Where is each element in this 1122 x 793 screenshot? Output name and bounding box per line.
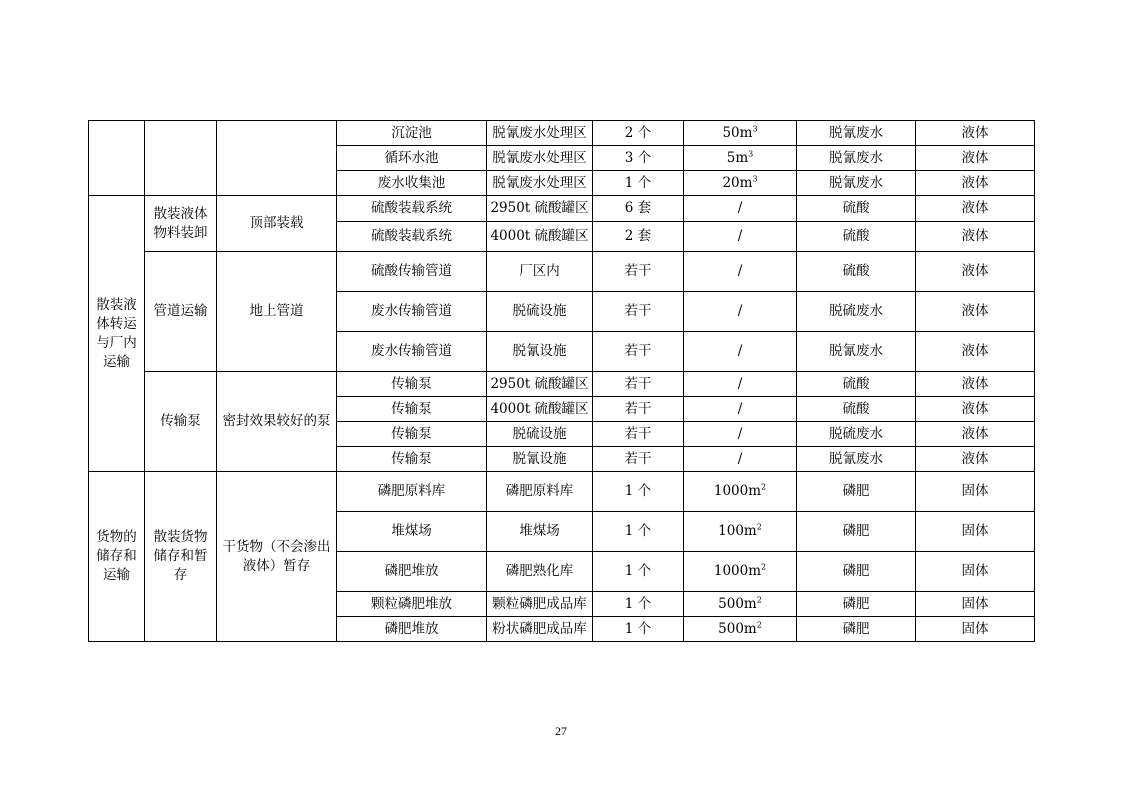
- empty-method-cell: [217, 121, 337, 196]
- location-cell: 2950t 硫酸罐区: [487, 196, 593, 222]
- capacity-cell: [684, 372, 797, 397]
- name-cell: 传输泵: [337, 372, 487, 397]
- material-cell: 脱氰废水: [797, 171, 916, 196]
- capacity-value: 1000m: [713, 563, 762, 579]
- qty-cell: 若干: [593, 447, 684, 472]
- capacity-value: 20m: [722, 174, 753, 191]
- location-cell: 堆煤场: [487, 512, 593, 552]
- material-cell: 硫酸: [797, 252, 916, 292]
- name-cell: 硫酸传输管道: [337, 252, 487, 292]
- state-cell: 固体: [916, 592, 1035, 617]
- capacity-cell: [684, 617, 797, 642]
- location-cell: 磷肥原料库: [487, 472, 593, 512]
- material-cell: 磷肥: [797, 617, 916, 642]
- capacity-unit-exponent: 3: [752, 124, 758, 133]
- state-cell: 固体: [916, 472, 1035, 512]
- capacity-value: /: [737, 263, 743, 279]
- capacity-cell: [684, 121, 797, 146]
- group-cell: 管道运输: [145, 252, 217, 372]
- category-cell: 散装液体转运与厂内运输: [89, 196, 145, 472]
- qty-cell: 若干: [593, 292, 684, 332]
- location-cell: 脱硫设施: [487, 422, 593, 447]
- capacity-unit-exponent: 2: [761, 482, 767, 492]
- table-row: [89, 196, 1035, 222]
- capacity-cell: [684, 472, 797, 512]
- capacity-value: 1000m: [713, 483, 762, 499]
- state-cell: 液体: [916, 292, 1035, 332]
- capacity-value: /: [737, 400, 743, 417]
- capacity-value: /: [737, 425, 743, 442]
- material-cell: 硫酸: [797, 196, 916, 222]
- state-cell: 液体: [916, 222, 1035, 252]
- state-cell: 液体: [916, 372, 1035, 397]
- capacity-cell: [684, 592, 797, 617]
- capacity-cell: [684, 447, 797, 472]
- qty-cell: 1 个: [593, 472, 684, 512]
- location-cell: 粉状磷肥成品库: [487, 617, 593, 642]
- material-cell: 脱氰废水: [797, 121, 916, 146]
- qty-cell: 1 个: [593, 512, 684, 552]
- state-cell: 液体: [916, 447, 1035, 472]
- capacity-unit-exponent: 3: [752, 174, 758, 183]
- qty-cell: 若干: [593, 252, 684, 292]
- page-number: 27: [555, 724, 567, 738]
- state-cell: 固体: [916, 552, 1035, 592]
- capacity-cell: [684, 171, 797, 196]
- material-cell: 磷肥: [797, 512, 916, 552]
- material-cell: 脱氰废水: [797, 447, 916, 472]
- state-cell: 液体: [916, 196, 1035, 222]
- name-cell: 废水收集池: [337, 171, 487, 196]
- qty-cell: 若干: [593, 372, 684, 397]
- capacity-cell: [684, 196, 797, 222]
- qty-cell: 3 个: [593, 146, 684, 171]
- capacity-value: /: [737, 450, 743, 467]
- capacity-cell: [684, 292, 797, 332]
- material-cell: 磷肥: [797, 552, 916, 592]
- location-cell: 2950t 硫酸罐区: [487, 372, 593, 397]
- state-cell: 液体: [916, 422, 1035, 447]
- state-cell: 固体: [916, 617, 1035, 642]
- state-cell: 液体: [916, 146, 1035, 171]
- empty-category-cell: [89, 121, 145, 196]
- capacity-cell: [684, 512, 797, 552]
- location-cell: 厂区内: [487, 252, 593, 292]
- empty-group-cell: [145, 121, 217, 196]
- material-cell: 磷肥: [797, 592, 916, 617]
- method-cell: 顶部装载: [217, 196, 337, 252]
- name-cell: 磷肥堆放: [337, 552, 487, 592]
- material-cell: 脱氰废水: [797, 332, 916, 372]
- capacity-value: 50m: [722, 124, 753, 141]
- capacity-cell: [684, 222, 797, 252]
- location-cell: 脱氰废水处理区: [487, 121, 593, 146]
- name-cell: 循环水池: [337, 146, 487, 171]
- qty-cell: 6 套: [593, 196, 684, 222]
- location-cell: 脱氰设施: [487, 447, 593, 472]
- state-cell: 液体: [916, 171, 1035, 196]
- group-cell: 散装液体物料装卸: [145, 196, 217, 252]
- capacity-unit-exponent: 2: [756, 620, 762, 629]
- capacity-cell: [684, 397, 797, 422]
- qty-cell: 1 个: [593, 617, 684, 642]
- table-row: [89, 472, 1035, 512]
- qty-cell: 1 个: [593, 592, 684, 617]
- capacity-cell: [684, 332, 797, 372]
- location-cell: 脱氰设施: [487, 332, 593, 372]
- capacity-value: /: [737, 303, 743, 319]
- state-cell: 液体: [916, 332, 1035, 372]
- table-row: [89, 252, 1035, 292]
- group-cell: 散装货物储存和暂存: [145, 472, 217, 642]
- qty-cell: 若干: [593, 332, 684, 372]
- qty-cell: 2 个: [593, 121, 684, 146]
- method-cell: 地上管道: [217, 252, 337, 372]
- state-cell: 固体: [916, 512, 1035, 552]
- name-cell: 传输泵: [337, 422, 487, 447]
- name-cell: 废水传输管道: [337, 292, 487, 332]
- location-cell: 4000t 硫酸罐区: [487, 397, 593, 422]
- capacity-value: /: [737, 343, 743, 359]
- name-cell: 传输泵: [337, 397, 487, 422]
- capacity-unit-exponent: 3: [748, 149, 754, 158]
- method-cell: 干货物（不会渗出液体）暂存: [217, 472, 337, 642]
- qty-cell: 2 套: [593, 222, 684, 252]
- capacity-unit-exponent: 2: [756, 522, 762, 532]
- capacity-cell: [684, 422, 797, 447]
- capacity-value: 5m: [726, 149, 749, 166]
- capacity-value: 100m: [718, 523, 757, 539]
- location-cell: 4000t 硫酸罐区: [487, 222, 593, 252]
- capacity-value: /: [737, 375, 743, 392]
- capacity-cell: [684, 146, 797, 171]
- name-cell: 堆煤场: [337, 512, 487, 552]
- capacity-value: /: [737, 228, 743, 244]
- material-cell: 硫酸: [797, 222, 916, 252]
- capacity-cell: [684, 552, 797, 592]
- method-cell: 密封效果较好的泵: [217, 372, 337, 472]
- name-cell: 沉淀池: [337, 121, 487, 146]
- capacity-unit-exponent: 2: [761, 562, 767, 572]
- material-cell: 硫酸: [797, 397, 916, 422]
- name-cell: 磷肥原料库: [337, 472, 487, 512]
- name-cell: 磷肥堆放: [337, 617, 487, 642]
- name-cell: 硫酸装载系统: [337, 196, 487, 222]
- material-cell: 脱硫废水: [797, 422, 916, 447]
- name-cell: 硫酸装载系统: [337, 222, 487, 252]
- capacity-unit-exponent: 2: [756, 595, 762, 604]
- material-cell: 磷肥: [797, 472, 916, 512]
- table-row: [89, 372, 1035, 397]
- table-row: [89, 121, 1035, 146]
- capacity-value: 500m: [718, 595, 757, 612]
- state-cell: 液体: [916, 121, 1035, 146]
- group-cell: 传输泵: [145, 372, 217, 472]
- category-cell: 货物的储存和运输: [89, 472, 145, 642]
- qty-cell: 若干: [593, 422, 684, 447]
- material-cell: 脱氰废水: [797, 146, 916, 171]
- name-cell: 传输泵: [337, 447, 487, 472]
- name-cell: 颗粒磷肥堆放: [337, 592, 487, 617]
- material-cell: 硫酸: [797, 372, 916, 397]
- state-cell: 液体: [916, 397, 1035, 422]
- capacity-value: 500m: [718, 620, 757, 637]
- capacity-value: /: [737, 200, 743, 216]
- qty-cell: 若干: [593, 397, 684, 422]
- qty-cell: 1 个: [593, 171, 684, 196]
- qty-cell: 1 个: [593, 552, 684, 592]
- facility-table: [88, 120, 1035, 642]
- location-cell: 脱氰废水处理区: [487, 171, 593, 196]
- state-cell: 液体: [916, 252, 1035, 292]
- material-cell: 脱硫废水: [797, 292, 916, 332]
- location-cell: 脱硫设施: [487, 292, 593, 332]
- capacity-cell: [684, 252, 797, 292]
- location-cell: 脱氰废水处理区: [487, 146, 593, 171]
- name-cell: 废水传输管道: [337, 332, 487, 372]
- location-cell: 颗粒磷肥成品库: [487, 592, 593, 617]
- location-cell: 磷肥熟化库: [487, 552, 593, 592]
